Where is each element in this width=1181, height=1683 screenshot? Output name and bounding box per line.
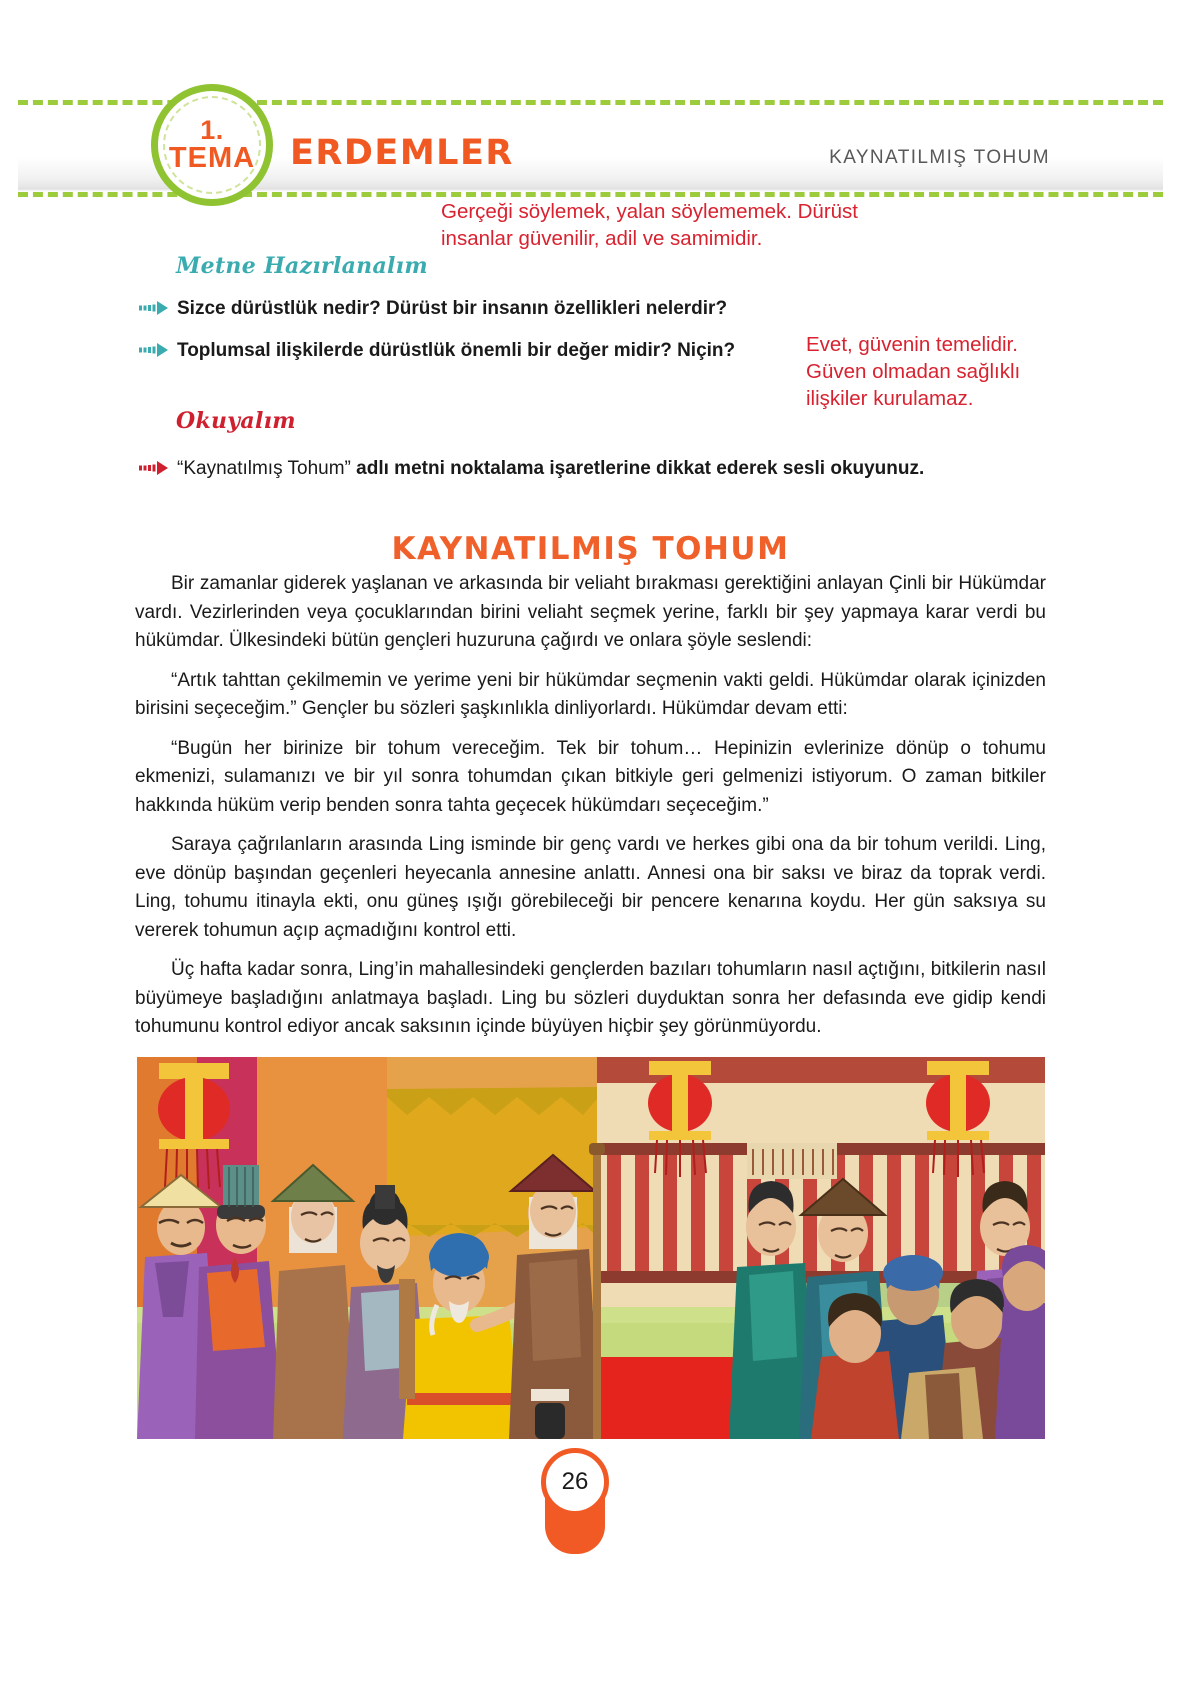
chinese-court-scene-illustration bbox=[137, 1057, 1045, 1439]
arrow-bullet-icon bbox=[139, 459, 169, 477]
theme-badge bbox=[151, 84, 273, 206]
handwritten-note-trust: Evet, güvenin temelidir. Güven olmadan sağlıklı ilişkiler kurulamaz. bbox=[806, 333, 1021, 410]
read-instruction bbox=[139, 456, 924, 481]
prepare-question-2 bbox=[139, 338, 735, 363]
arrow-bullet-icon bbox=[139, 299, 169, 317]
story-illustration bbox=[137, 1057, 1045, 1439]
section-label-read: Okuyalım bbox=[176, 408, 296, 434]
prepare-question-1 bbox=[139, 296, 727, 321]
read-instruction-text bbox=[177, 456, 924, 481]
read-instruction-rest: adlı metni noktalama işaretlerine dikkat ederek sesli okuyunuz. bbox=[350, 458, 925, 479]
theme-number: 1. bbox=[200, 115, 224, 145]
prepare-question-1-text: Sizce dürüstlük nedir? Dürüst bir insanın özellikleri nelerdir? bbox=[177, 298, 728, 319]
story-paragraph: Saraya çağrılanların arasında Ling isminde bir genç vardı ve herkes gibi ona da bir tohum verildi. Ling, eve dönüp başından geçenleri heyecanla annesine anlattı. Annesi ona bir saksı ve biraz da toprak verdi. Ling, tohumu itinayla ekti, onu güneş ışığı görebileceği bir pencere kenarına koydu. Her gün saksıya su vererek tohumun açıp açmadığını kontrol etti. bbox=[135, 834, 1046, 941]
story-title: KAYNATILMIŞ TOHUM bbox=[391, 531, 790, 567]
story-paragraph: Bir zamanlar giderek yaşlanan ve arkasında bir veliaht bırakması gerektiğini anlayan Çinli bir Hükümdar vardı. Vezirlerinden veya çocuklarından birini veliaht seçmek yerine, farklı bir şey yapmaya karar verdi bu hükümdar. Ülkesindeki bütün gençleri huzuruna çağırdı ve onlara şöyle seslendi: bbox=[135, 573, 1046, 651]
page-number: 26 bbox=[541, 1448, 609, 1516]
section-label-prepare: Metne Hazırlanalım bbox=[176, 253, 428, 279]
theme-title: ERDEMLER bbox=[290, 133, 514, 173]
arrow-bullet-icon bbox=[139, 341, 169, 359]
story-body bbox=[135, 570, 1046, 1053]
handwritten-note-honesty: Gerçeği söylemek, yalan söylememek. Dürüst insanlar güvenilir, adil ve samimidir. bbox=[441, 200, 858, 250]
read-instruction-quoted: “Kaynatılmış Tohum” bbox=[177, 458, 351, 479]
running-head: KAYNATILMIŞ TOHUM bbox=[829, 147, 1050, 168]
story-paragraph: “Bugün her birinize bir tohum vereceğim. Tek bir tohum… Hepinizin evlerinize dönüp o tohumu ekmenizi, sulamanızı ve bir yıl sonra tohumdan çıkan bitkiyle geri gelmenizi istiyorum. O zaman bitkiler hakkında hüküm verip benden sonra tahta geçecek hükümdarı seçeceğim.” bbox=[135, 737, 1046, 816]
story-paragraph: Üç hafta kadar sonra, Ling’in mahallesindeki gençlerden bazıları tohumların nasıl açtığını, bitkilerin nasıl büyümeye başladığını anlatmaya başladı. Ling bu sözleri duyduktan sonra her defasında eve gidip kendi tohumunu kontrol ediyor ancak saksının içinde büyüyen hiçbir şey görünmüyordu. bbox=[135, 959, 1046, 1037]
story-paragraph: “Artık tahttan çekilmemin ve yerime yeni bir hükümdar seçmenin vakti geldi. Hükümdar olarak içinizden birisini seçeceğim.” Gençler bu sözleri şaşkınlıkla dinliyorlardı. Hükümdar devam etti: bbox=[135, 669, 1046, 719]
page-header bbox=[0, 0, 1181, 200]
prepare-question-2-text: Toplumsal ilişkilerde dürüstlük önemli bir değer midir? Niçin? bbox=[177, 340, 736, 361]
theme-word: TEMA bbox=[168, 142, 256, 174]
